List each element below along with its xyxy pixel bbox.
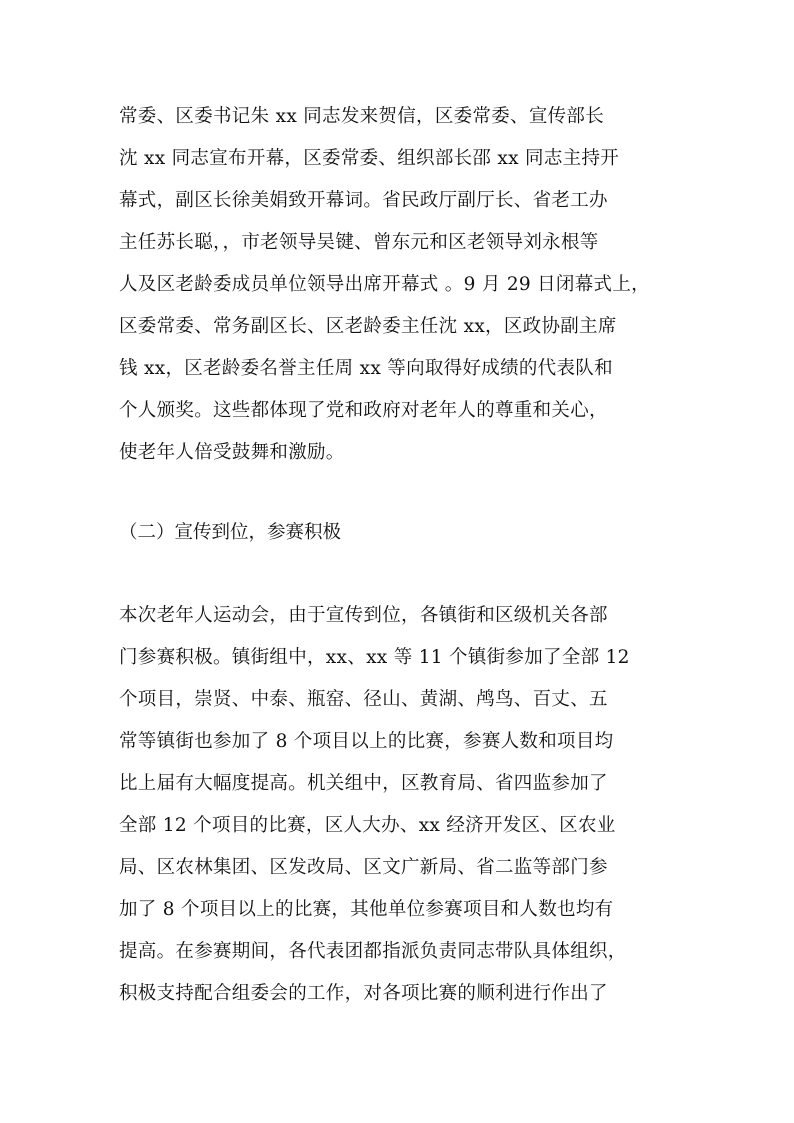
- text-line: 人及区老龄委成员单位领导出席开幕式 。9 月 29 日闭幕式上，: [119, 274, 650, 295]
- text-line: 门参赛积极。镇街组中，xx、xx 等 11 个镇街参加了全部 12: [119, 647, 630, 668]
- text-line: 沈 xx 同志宣布开幕，区委常委、组织部长邵 xx 同志主持开: [119, 148, 620, 169]
- text-line: 提高。在参赛期间，各代表团都指派负责同志带队具体组织，: [119, 941, 627, 962]
- text-line: 区委常委、常务副区长、区老龄委主任沈 xx，区政协副主席: [119, 316, 617, 337]
- text-line: 主任苏长聪，，市老领导吴键、曾东元和区老领导刘永根等: [119, 232, 599, 253]
- text-line: 常委、区委书记朱 xx 同志发来贺信，区委常委、宣传部长: [119, 106, 605, 127]
- text-line: 个人颁奖。这些都体现了党和政府对老年人的尊重和关心，: [119, 400, 608, 421]
- text-line: 个项目，崇贤、中泰、瓶窑、径山、黄湖、鸬鸟、百丈、五: [119, 689, 608, 710]
- text-line: 积极支持配合组委会的工作，对各项比赛的顺利进行作出了: [119, 983, 608, 1004]
- text-line: 比上届有大幅度提高。机关组中，区教育局、省四监参加了: [119, 773, 608, 794]
- section-heading: （二）宣传到位，参赛积极: [119, 522, 342, 543]
- text-line: 本次老年人运动会，由于宣传到位，各镇街和区级机关各部: [119, 605, 608, 626]
- text-line: 全部 12 个项目的比赛，区人大办、xx 经济开发区、区农业: [119, 815, 616, 836]
- text-line: 常等镇街也参加了 8 个项目以上的比赛，参赛人数和项目均: [119, 731, 614, 752]
- text-line: 钱 xx，区老龄委名誉主任周 xx 等向取得好成绩的代表队和: [119, 358, 613, 379]
- text-line: 幕式，副区长徐美娟致开幕词。省民政厅副厅长、省老工办: [119, 190, 608, 211]
- text-line: 局、区农林集团、区发改局、区文广新局、省二监等部门参: [119, 857, 608, 878]
- text-line: 使老年人倍受鼓舞和激励。: [119, 442, 345, 463]
- text-line: 加了 8 个项目以上的比赛，其他单位参赛项目和人数也均有: [119, 899, 614, 920]
